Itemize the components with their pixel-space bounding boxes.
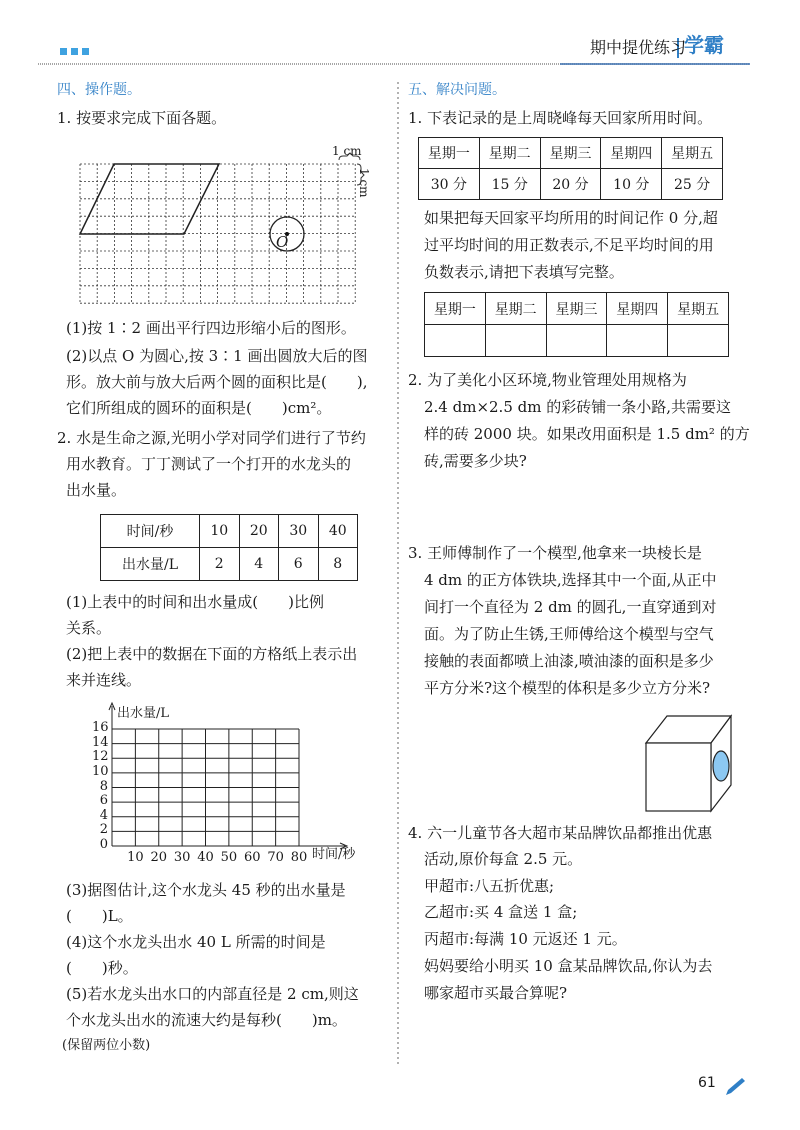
text-line: (3)据图估计,这个水龙头 45 秒的出水量是	[66, 881, 346, 899]
section-heading-4: 四、操作题。	[57, 82, 141, 98]
text-line: 用水教育。丁丁测试了一个打开的水龙头的	[66, 455, 352, 473]
text-line: 间打一个直径为 2 dm 的圆孔,一直穿通到对	[424, 598, 717, 616]
page-number: 61	[698, 1075, 716, 1091]
text-line: 形。放大前与放大后两个圆的面积比是( ),	[66, 373, 368, 391]
text-line: 出水量。	[66, 481, 127, 499]
text-line: 来并连线。	[66, 671, 142, 689]
table-cell: 30	[279, 515, 319, 548]
question-stem: 1. 按要求完成下面各题。	[57, 109, 227, 127]
unit-label-v: 1 cm	[357, 168, 371, 198]
text-line: (2)把上表中的数据在下面的方格纸上表示出	[66, 645, 358, 663]
text-line: 关系。	[66, 619, 112, 637]
table-cell: 出水量/L	[101, 548, 200, 581]
text-line: 个水龙头出水的流速大约是每秒( )m。	[66, 1011, 347, 1029]
unit-label-h: 1 cm	[332, 144, 362, 158]
table-cell: 15 分	[479, 169, 540, 200]
text-line: (2)以点 O 为圆心,按 3∶1 画出圆放大后的图	[66, 347, 368, 365]
text-line: 负数表示,请把下表填写完整。	[424, 263, 624, 281]
pencil-icon	[726, 1078, 745, 1095]
text-line: 面。为了防止生锈,王师傅给这个模型与空气	[424, 625, 714, 643]
chart-xlabel: 时间/秒	[312, 847, 356, 862]
y-tick-label: 12	[92, 749, 109, 765]
y-tick-label: 2	[99, 822, 108, 838]
text-line: 样的砖 2000 块。如果改用面积是 1.5 dm² 的方	[424, 425, 750, 443]
section-heading-5: 五、解决问题。	[408, 82, 506, 98]
text-line: 活动,原价每盒 2.5 元。	[424, 850, 583, 868]
table-cell: 星期五	[662, 138, 723, 169]
y-tick-label: 4	[99, 807, 108, 823]
x-tick-label: 80	[290, 850, 308, 865]
text-line: 甲超市:八五折优惠;	[424, 877, 555, 895]
text-line: 乙超市:买 4 盒送 1 盒;	[424, 903, 578, 921]
table-cell: 4	[239, 548, 279, 581]
y-tick-label: 8	[99, 778, 108, 794]
answer-table	[424, 292, 729, 357]
text-line: 丙超市:每满 10 元返还 1 元。	[424, 930, 627, 948]
table-cell: 星期一	[425, 293, 486, 325]
table-cell: 星期四	[607, 293, 668, 325]
table-cell: 星期二	[485, 293, 546, 325]
y-tick-label: 6	[99, 793, 108, 809]
text-line: 砖,需要多少块?	[424, 452, 527, 470]
table-cell: 10	[200, 515, 240, 548]
text-line: 妈妈要给小明买 10 盒某品牌饮品,你认为去	[424, 957, 713, 975]
table-cell: 6	[279, 548, 319, 581]
table-cell: 星期三	[546, 293, 607, 325]
table-cell: 20	[239, 515, 279, 548]
text-line: (1)上表中的时间和出水量成( )比例	[66, 593, 324, 611]
table-cell: 星期二	[479, 138, 540, 169]
table-cell: 10 分	[601, 169, 662, 200]
header-title: 期中提优练习	[590, 38, 687, 57]
y-tick-label: 16	[92, 720, 109, 735]
text-line: 4. 六一儿童节各大超市某品牌饮品都推出优惠	[408, 824, 713, 842]
text-line: 它们所组成的圆环的面积是( )cm²。	[66, 399, 332, 417]
text-line: (5)若水龙头出水口的内部直径是 2 cm,则这	[66, 985, 359, 1003]
text-line: 平方分米?这个模型的体积是多少立方分米?	[424, 679, 711, 697]
hole	[713, 751, 729, 781]
y-tick-label: 10	[92, 763, 109, 779]
y-tick-label: 14	[92, 734, 109, 750]
x-tick-label: 20	[150, 850, 168, 865]
x-tick-label: 50	[220, 850, 238, 865]
text-line: 2.4 dm×2.5 dm 的彩砖铺一条小路,共需要这	[424, 398, 732, 416]
water-table	[100, 514, 358, 581]
time-table	[418, 137, 723, 200]
table-cell: 25 分	[662, 169, 723, 200]
text-line: 哪家超市买最合算呢?	[424, 984, 568, 1002]
text-line: (4)这个水龙头出水 40 L 所需的时间是	[66, 933, 326, 951]
question-stem: 1. 下表记录的是上周晓峰每天回家所用时间。	[408, 109, 713, 127]
text-line: 接触的表面都喷上油漆,喷油漆的面积是多少	[424, 652, 714, 670]
text-line: 2. 水是生命之源,光明小学对同学们进行了节约	[57, 429, 366, 447]
y-tick-label: 0	[99, 837, 108, 852]
table-cell: 时间/秒	[101, 515, 200, 548]
text-line: ( )秒。	[66, 959, 138, 977]
text-line: 过平均时间的用正数表示,不足平均时间的用	[424, 236, 714, 254]
water-chart	[109, 703, 347, 849]
text-line: 2. 为了美化小区环境,物业管理处用规格为	[408, 371, 687, 389]
text-line: 如果把每天回家平均所用的时间记作 0 分,超	[424, 209, 718, 227]
answer-cell[interactable]	[668, 325, 729, 357]
text-line: (1)按 1∶2 画出平行四边形缩小后的图形。	[66, 319, 356, 337]
table-cell: 星期五	[668, 293, 729, 325]
table-cell: 星期三	[540, 138, 601, 169]
text-line: ( )L。	[66, 907, 133, 925]
center-label: O	[276, 233, 289, 251]
table-cell: 8	[318, 548, 358, 581]
table-cell: 40	[318, 515, 358, 548]
answer-cell[interactable]	[485, 325, 546, 357]
answer-cell[interactable]	[546, 325, 607, 357]
table-cell: 20 分	[540, 169, 601, 200]
x-tick-label: 10	[127, 850, 144, 865]
answer-cell[interactable]	[607, 325, 668, 357]
chart-ylabel: 出水量/L	[117, 706, 170, 721]
text-line: 3. 王师傅制作了一个模型,他拿来一块棱长是	[408, 544, 702, 562]
text-line: 4 dm 的正方体铁块,选择其中一个面,从正中	[424, 571, 717, 589]
x-tick-label: 60	[243, 850, 261, 865]
x-tick-label: 40	[197, 850, 214, 865]
x-tick-label: 30	[173, 850, 191, 865]
brand-logo: 学霸	[684, 33, 724, 57]
table-cell: 2	[200, 548, 240, 581]
text-line: (保留两位小数)	[62, 1038, 151, 1053]
table-cell: 星期一	[419, 138, 480, 169]
table-cell: 星期四	[601, 138, 662, 169]
header-squares	[60, 48, 89, 55]
table-cell: 30 分	[419, 169, 480, 200]
cube-model	[646, 716, 731, 811]
x-tick-label: 70	[267, 850, 284, 865]
answer-cell[interactable]	[425, 325, 486, 357]
